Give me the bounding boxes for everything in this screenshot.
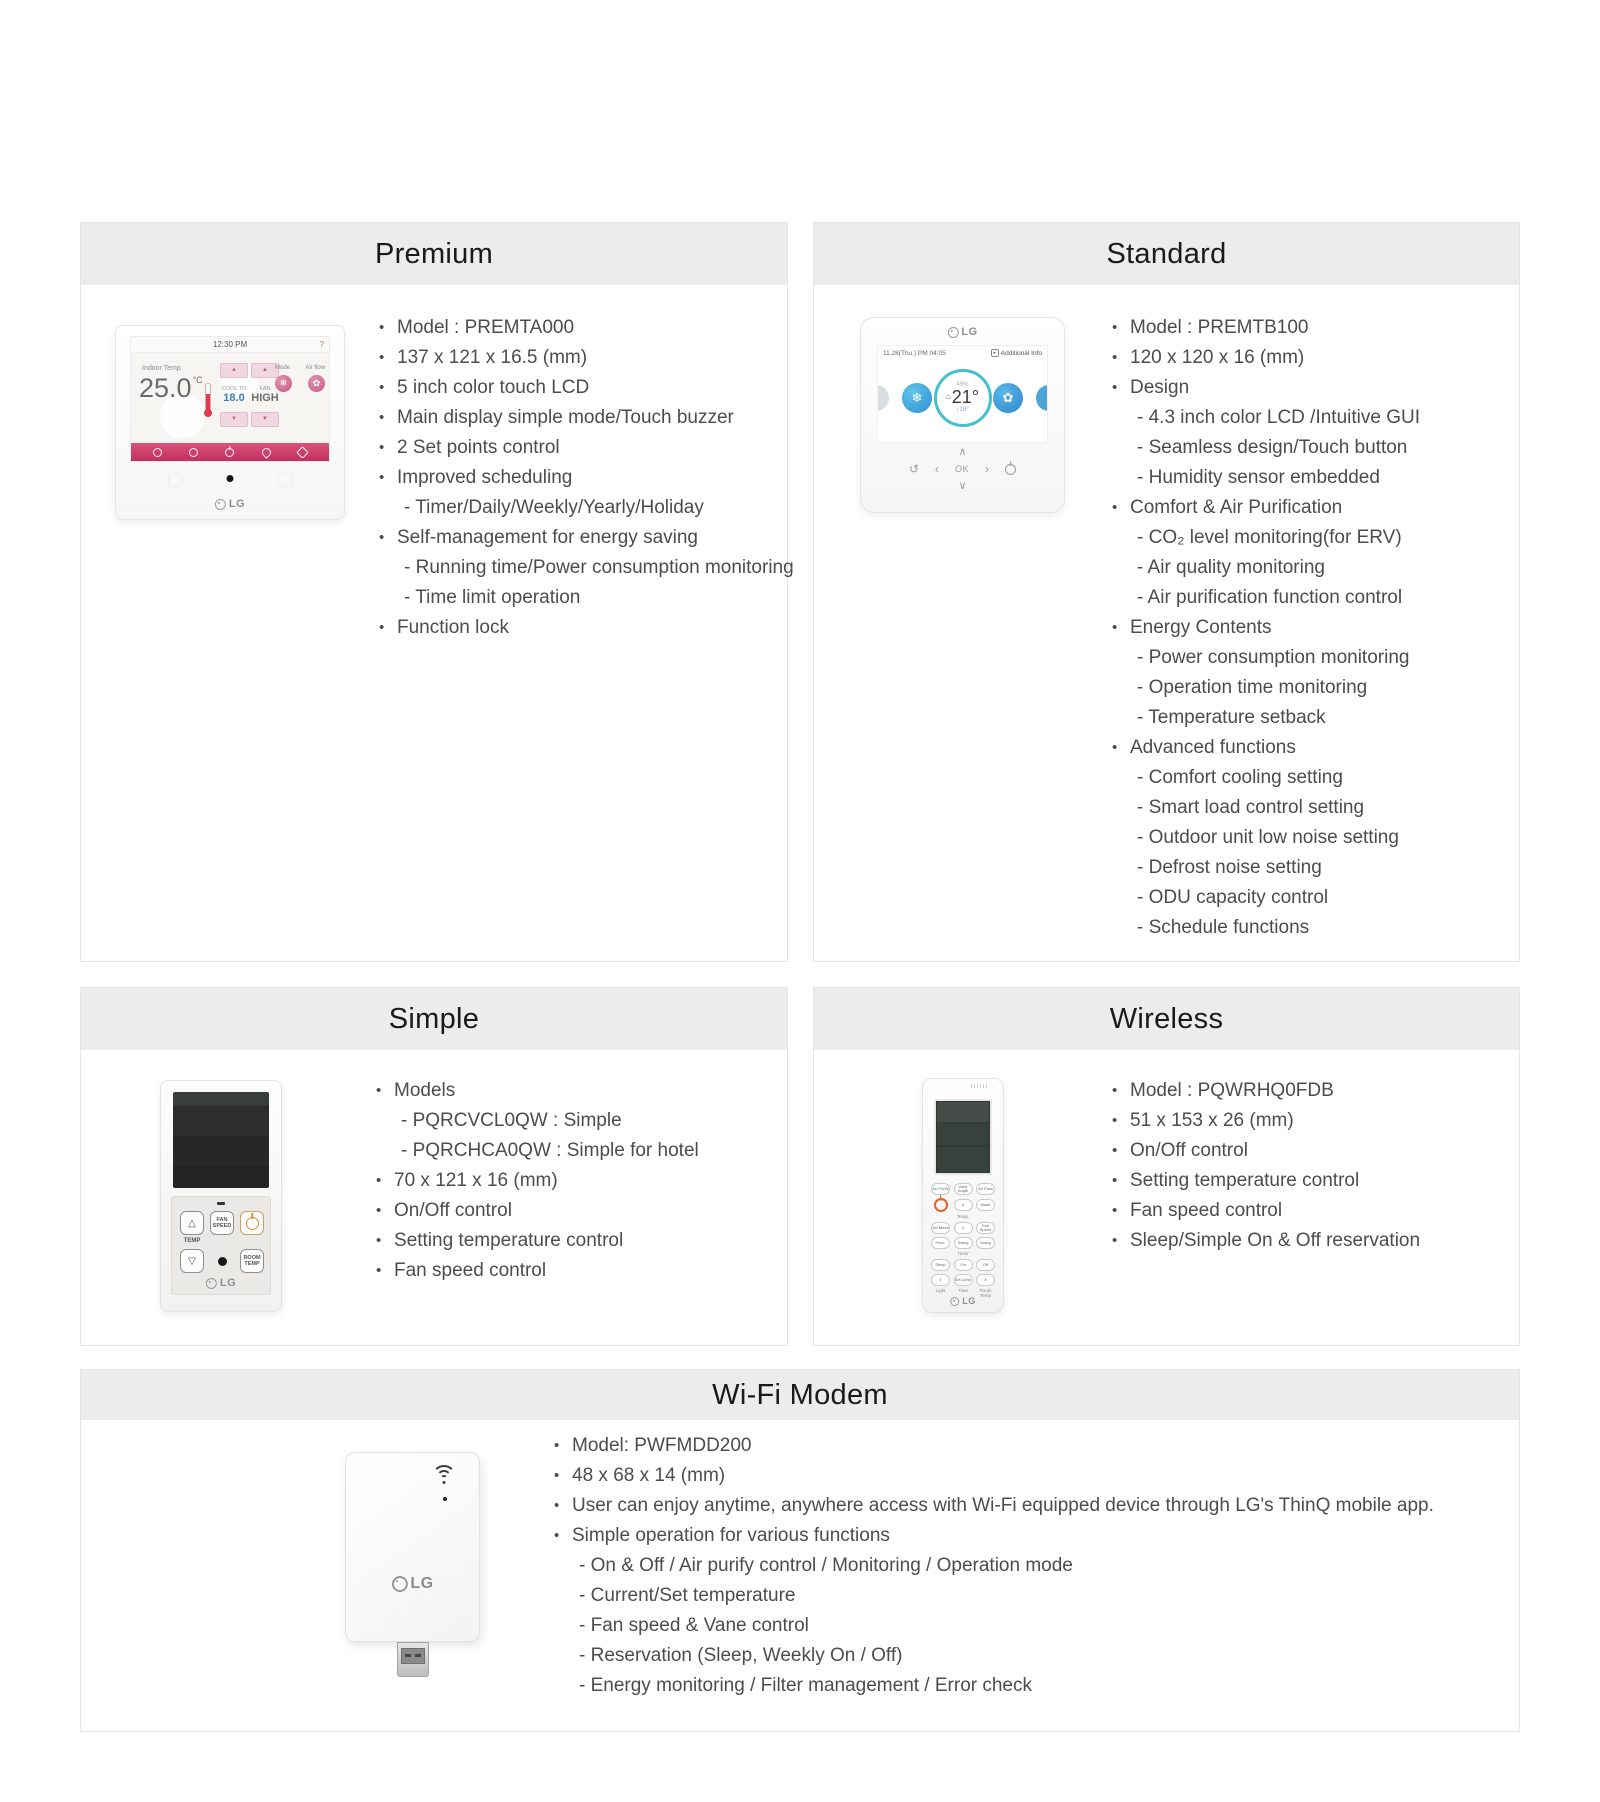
bullet-icon: • (379, 319, 385, 336)
info-icon: ▸ (991, 349, 999, 357)
feature-text: - Reservation (Sleep, Weekly On / Off) (579, 1645, 903, 1666)
simple-button-panel (171, 1196, 271, 1295)
feature-item (554, 1671, 1434, 1701)
feature-text: - Outdoor unit low noise setting (1137, 827, 1399, 848)
feature-item (554, 1611, 1434, 1641)
feature-item (1112, 913, 1420, 943)
feature-item (1112, 703, 1420, 733)
lg-mark-icon (950, 1297, 959, 1306)
feature-item (379, 493, 794, 523)
lg-logo: LG (950, 1296, 976, 1306)
temperature-value: ⌂21° (945, 387, 980, 408)
fan-label: FAN (259, 386, 271, 392)
snowflake-icon: ❄ (275, 375, 292, 392)
fan-speed-button: FAN SPEED (210, 1211, 234, 1235)
feature-text: - Energy monitoring / Filter management / Error check (579, 1675, 1033, 1696)
feature-text: - 4.3 inch color LCD /Intuitive GUI (1137, 407, 1420, 428)
led-indicator (217, 1202, 225, 1205)
humidity-value: 49% (956, 382, 969, 389)
timer-icon (189, 448, 198, 457)
feature-item (379, 343, 794, 373)
feature-item (1112, 403, 1420, 433)
feature-text: - Power consumption monitoring (1137, 647, 1410, 668)
swing-button: Swing (976, 1237, 995, 1249)
feature-text: - Time limit operation (404, 587, 581, 608)
bullet-icon: • (379, 349, 385, 366)
timer-off-button: Off (976, 1259, 995, 1271)
premium-title: Premium (374, 237, 494, 270)
feature-item (1112, 613, 1420, 643)
wifi-icon (431, 1465, 457, 1485)
feature-text: 120 x 120 x 16 (mm) (1130, 347, 1305, 368)
premium-feature-list (379, 313, 794, 643)
feature-item (554, 1461, 1434, 1491)
feature-text: - Operation time monitoring (1137, 677, 1368, 698)
feature-item (1112, 673, 1420, 703)
feature-text: Simple operation for various functions (572, 1525, 890, 1546)
bullet-icon: • (376, 1172, 382, 1189)
feature-text: - Smart load control setting (1137, 797, 1365, 818)
feature-text: 70 x 121 x 16 (mm) (394, 1170, 558, 1191)
mode-partial-left-icon (877, 385, 889, 411)
feature-item (1112, 643, 1420, 673)
feature-text: 51 x 153 x 26 (mm) (1130, 1110, 1294, 1131)
feature-item (1112, 433, 1420, 463)
feature-text: Model: PWFMDD200 (572, 1435, 752, 1456)
feature-item (376, 1196, 699, 1226)
settings-icon (296, 446, 309, 459)
feature-text: - Timer/Daily/Weekly/Yearly/Holiday (404, 497, 704, 518)
feature-text: - CO₂ level monitoring(for ERV) (1137, 527, 1402, 548)
power-icon (225, 448, 234, 457)
wifi-modem-feature-list (554, 1431, 1434, 1701)
lg-mark-icon (215, 499, 226, 510)
timer-on-button: On (954, 1259, 973, 1271)
simple-controller-image (160, 1080, 282, 1312)
feature-item (1112, 313, 1420, 343)
feature-item (1112, 343, 1420, 373)
feature-text: Model : PQWRHQ0FDB (1130, 1080, 1334, 1101)
nav-left-button: ‹ (935, 462, 940, 476)
humidity-icon (260, 446, 273, 459)
nav-down-button: ∨ (958, 480, 967, 492)
bullet-icon: • (1112, 1082, 1118, 1099)
standard-feature-list (1112, 313, 1420, 943)
screen-date-time: 11.28(Thu.) PM 04:05 (883, 350, 946, 357)
fan-value: HIGH (251, 392, 279, 404)
feature-item (1112, 1166, 1420, 1196)
feature-item (554, 1551, 1434, 1581)
feature-item (379, 373, 794, 403)
feature-text: Self-management for energy saving (397, 527, 698, 548)
bullet-icon: • (376, 1202, 382, 1219)
feature-item (554, 1431, 1434, 1461)
lg-logo: LG (391, 1575, 433, 1593)
temp-label: TEMP (183, 1238, 201, 1244)
feature-text: - Schedule functions (1137, 917, 1310, 938)
standard-screen (877, 345, 1048, 443)
snowflake-icon: ❄ (902, 383, 932, 413)
nav-right-button: › (985, 462, 990, 476)
room-temp-caption: Room Temp (979, 1288, 992, 1298)
feature-text: 2 Set points control (397, 437, 560, 458)
temperature-dial (934, 369, 992, 427)
feature-item (376, 1256, 699, 1286)
lg-mark-icon (391, 1576, 407, 1592)
setpoint-up-button: ▲ (220, 363, 248, 378)
indoor-temp-value: $25.0^{^\circ C}$ (139, 373, 203, 403)
bullet-icon: • (1112, 1202, 1118, 1219)
airflow-label: Air flow (305, 365, 325, 371)
feature-item (1112, 523, 1420, 553)
feature-text: 48 x 68 x 14 (mm) (572, 1465, 726, 1486)
feature-item (379, 553, 794, 583)
lg-logo: LG (947, 326, 977, 338)
feature-item (1112, 1196, 1420, 1226)
wireless-header (814, 988, 1519, 1050)
feature-item (1112, 1226, 1420, 1256)
triangle-down-icon: ▽ (188, 1255, 196, 1267)
feature-text: - Seamless design/Touch button (1137, 437, 1408, 458)
feature-text: 137 x 121 x 16.5 (mm) (397, 347, 588, 368)
bullet-icon: • (379, 619, 385, 636)
bullet-icon: • (379, 529, 385, 546)
cool-label: COOL TO (221, 386, 247, 392)
nav-up-button: ∧ (958, 446, 967, 458)
power-button (1005, 464, 1016, 475)
bullet-icon: • (1112, 1172, 1118, 1189)
feature-text: - PQRCHCA0QW : Simple for hotel (401, 1140, 699, 1161)
bullet-icon: • (1112, 739, 1118, 756)
room-temp-button: ∧ (976, 1274, 995, 1286)
temp-caption: Temp. (956, 1214, 970, 1219)
bullet-icon: • (554, 1527, 560, 1544)
schedule-icon (153, 448, 162, 457)
panel-wifi-modem (80, 1369, 1520, 1732)
timer-caption: Timer (957, 1251, 969, 1256)
fan-icon: ✿ (993, 383, 1023, 413)
feature-item (1112, 733, 1420, 763)
cool-setpoint-control (221, 363, 247, 427)
feature-item (379, 313, 794, 343)
feature-text: - Air purification function control (1137, 587, 1403, 608)
feature-item (1112, 823, 1420, 853)
feature-item (376, 1076, 699, 1106)
feature-text: - Fan speed & Vane control (579, 1615, 809, 1636)
wifi-modem-header (81, 1370, 1519, 1420)
feature-text: Model : PREMTB100 (1130, 317, 1309, 338)
premium-header (81, 223, 787, 285)
feature-text: Improved scheduling (397, 467, 573, 488)
feature-item (1112, 1076, 1420, 1106)
simple-header (81, 988, 787, 1050)
room-temp-button: ROOM TEMP (240, 1249, 264, 1273)
triangle-up-icon: △ (188, 1217, 196, 1229)
wireless-feature-list (1112, 1076, 1420, 1256)
screen-status-bar (131, 337, 329, 353)
feature-item (379, 463, 794, 493)
thermometer-icon (205, 383, 211, 413)
air-purify-button: Air Purify (931, 1183, 950, 1195)
wifi-modem-image (345, 1452, 480, 1642)
feature-text: 5 inch color touch LCD (397, 377, 590, 398)
feature-text: - ODU capacity control (1137, 887, 1329, 908)
feature-item (1112, 763, 1420, 793)
feature-item (1112, 883, 1420, 913)
feature-text: Function lock (397, 617, 509, 638)
simple-title: Simple (388, 1002, 480, 1035)
lg-logo: LG (206, 1277, 236, 1289)
setpoint-down-button: ▼ (220, 412, 248, 427)
ir-emitter (971, 1084, 989, 1088)
feature-text: Design (1130, 377, 1190, 398)
bullet-icon: • (376, 1232, 382, 1249)
simple-screen (173, 1092, 269, 1188)
bullet-icon: • (1112, 349, 1118, 366)
sensor-dot (218, 1257, 227, 1266)
home-button-dot (227, 475, 234, 482)
bullet-icon: • (1112, 619, 1118, 636)
remote-screen (934, 1099, 992, 1175)
feature-item (379, 403, 794, 433)
mode-label: Mode (275, 365, 291, 371)
jet-mode-button: Jet Mode (931, 1222, 950, 1234)
feature-text: Setting temperature control (1130, 1170, 1360, 1191)
power-icon (246, 1217, 259, 1230)
feature-item (379, 613, 794, 643)
feature-text: - Temperature setback (1137, 707, 1326, 728)
mode-airflow-controls (275, 365, 325, 392)
feature-text: - PQRCVCL0QW : Simple (401, 1110, 622, 1131)
ok-button: OK (955, 464, 970, 474)
sleep-button: Sleep (931, 1259, 950, 1271)
feature-item (1112, 463, 1420, 493)
feature-text: Model : PREMTA000 (397, 317, 575, 338)
fan-up-button: ▲ (251, 363, 279, 378)
vane-angle-button: Vane Angle (954, 1183, 973, 1195)
setpoint-value: ↓18° (955, 406, 970, 414)
temp-up-button: ∧ (954, 1199, 973, 1211)
fan-icon: ✿ (308, 375, 325, 392)
wireless-remote-image (922, 1078, 1004, 1313)
premium-screen (130, 336, 330, 462)
help-icon: ? (319, 340, 324, 349)
lg-mark-icon (206, 1278, 217, 1289)
fan-down-button: ▼ (251, 412, 279, 427)
lg-mark-icon (947, 327, 958, 338)
feature-text: Models (394, 1080, 456, 1101)
feature-item (1112, 583, 1420, 613)
feature-item (554, 1581, 1434, 1611)
power-button (931, 1198, 950, 1212)
screen-main-area (131, 353, 329, 443)
lg-logo: LG (215, 498, 245, 510)
feature-item (1112, 853, 1420, 883)
standard-nav-buttons (861, 446, 1064, 492)
bullet-icon: • (554, 1467, 560, 1484)
bullet-icon: • (1112, 379, 1118, 396)
feature-item (1112, 493, 1420, 523)
clock-text: 12:30 PM (212, 340, 248, 349)
feature-text: On/Off control (394, 1200, 512, 1221)
feature-item (554, 1491, 1434, 1521)
feature-text: Setting temperature control (394, 1230, 624, 1251)
feature-text: Sleep/Simple On & Off reservation (1130, 1230, 1421, 1251)
bullet-icon: • (1112, 499, 1118, 516)
feature-text: On/Off control (1130, 1140, 1248, 1161)
standard-title: Standard (1106, 237, 1227, 270)
feature-item (1112, 793, 1420, 823)
bullet-icon: • (376, 1262, 382, 1279)
feature-item (1112, 1106, 1420, 1136)
down-arrow-icon: ↓ (955, 406, 960, 414)
feature-text: Advanced functions (1130, 737, 1296, 758)
screen-menu-bar (131, 443, 329, 461)
set-clear-button: Set Clear (954, 1274, 973, 1286)
panel-wireless (813, 987, 1520, 1346)
wireless-title: Wireless (1109, 1002, 1224, 1035)
status-led (443, 1497, 447, 1501)
premium-controller-image (115, 325, 345, 520)
bullet-icon: • (554, 1497, 560, 1514)
feature-item (379, 523, 794, 553)
temp-down-button (180, 1249, 204, 1273)
feature-text: - Defrost noise setting (1137, 857, 1322, 878)
wifi-modem-title: Wi-Fi Modem (712, 1378, 888, 1411)
feature-text: - Current/Set temperature (579, 1585, 796, 1606)
feature-item (554, 1521, 1434, 1551)
bullet-icon: • (1112, 1112, 1118, 1129)
time-caption: Time (958, 1288, 968, 1293)
bullet-icon: • (376, 1082, 382, 1099)
feature-item (1112, 553, 1420, 583)
bullet-icon: • (1112, 1232, 1118, 1249)
feature-text: - Running time/Power consumption monitoring (404, 557, 794, 578)
fan-speed-button: Fan Speed (976, 1222, 995, 1234)
feature-text: - Air quality monitoring (1137, 557, 1325, 578)
home-icon: ⌂ (945, 392, 951, 402)
standard-controller-image (860, 317, 1065, 513)
feature-item (379, 433, 794, 463)
feature-item (376, 1106, 699, 1136)
feature-text: - Comfort cooling setting (1137, 767, 1343, 788)
feature-text: Fan speed control (394, 1260, 547, 1281)
feature-text: - Humidity sensor embedded (1137, 467, 1380, 488)
feature-item (1112, 373, 1420, 403)
usb-connector (397, 1642, 429, 1677)
bullet-icon: • (379, 439, 385, 456)
feature-text: - On & Off / Air purify control / Monitoring / Operation mode (579, 1555, 1073, 1576)
mode-button: Mode (976, 1199, 995, 1211)
bullet-icon: • (554, 1437, 560, 1454)
feature-item (1112, 1136, 1420, 1166)
feature-item (376, 1166, 699, 1196)
remote-buttons (931, 1183, 995, 1301)
feature-text: Fan speed control (1130, 1200, 1283, 1221)
standard-header (814, 223, 1519, 285)
feature-text: Comfort & Air Purification (1130, 497, 1343, 518)
home-ghost-icon (278, 473, 292, 487)
bullet-icon: • (379, 469, 385, 486)
mode-partial-right-icon (1036, 385, 1048, 411)
power-icon (934, 1198, 948, 1212)
bullet-icon: • (1112, 319, 1118, 336)
power-button (240, 1211, 264, 1235)
feature-text: User can enjoy anytime, anywhere access with Wi-Fi equipped device through LG's ThinQ mobile app. (572, 1495, 1434, 1516)
temp-up-button (180, 1211, 204, 1235)
temp-down-button: ∨ (954, 1222, 973, 1234)
feature-item (554, 1641, 1434, 1671)
air-flow-button: Air Flow (976, 1183, 995, 1195)
back-button: ↺ (908, 462, 920, 476)
light-button: ∨ (931, 1274, 950, 1286)
bullet-icon: • (1112, 1142, 1118, 1159)
func-button: Func. (931, 1237, 950, 1249)
indoor-temp-label: Indoor Temp (142, 365, 181, 372)
swing-button: Swing (954, 1237, 973, 1249)
cool-setpoint-value: 18.0 (223, 392, 245, 404)
light-caption: Light (935, 1288, 946, 1293)
feature-item (376, 1226, 699, 1256)
bullet-icon: • (379, 379, 385, 396)
simple-feature-list (376, 1076, 699, 1286)
feature-item (379, 583, 794, 613)
feature-item (376, 1136, 699, 1166)
additional-info: ▸ Additional Info (991, 349, 1042, 357)
back-ghost-icon (168, 473, 182, 487)
bullet-icon: • (379, 409, 385, 426)
feature-text: Energy Contents (1130, 617, 1272, 638)
feature-text: Main display simple mode/Touch buzzer (397, 407, 734, 428)
